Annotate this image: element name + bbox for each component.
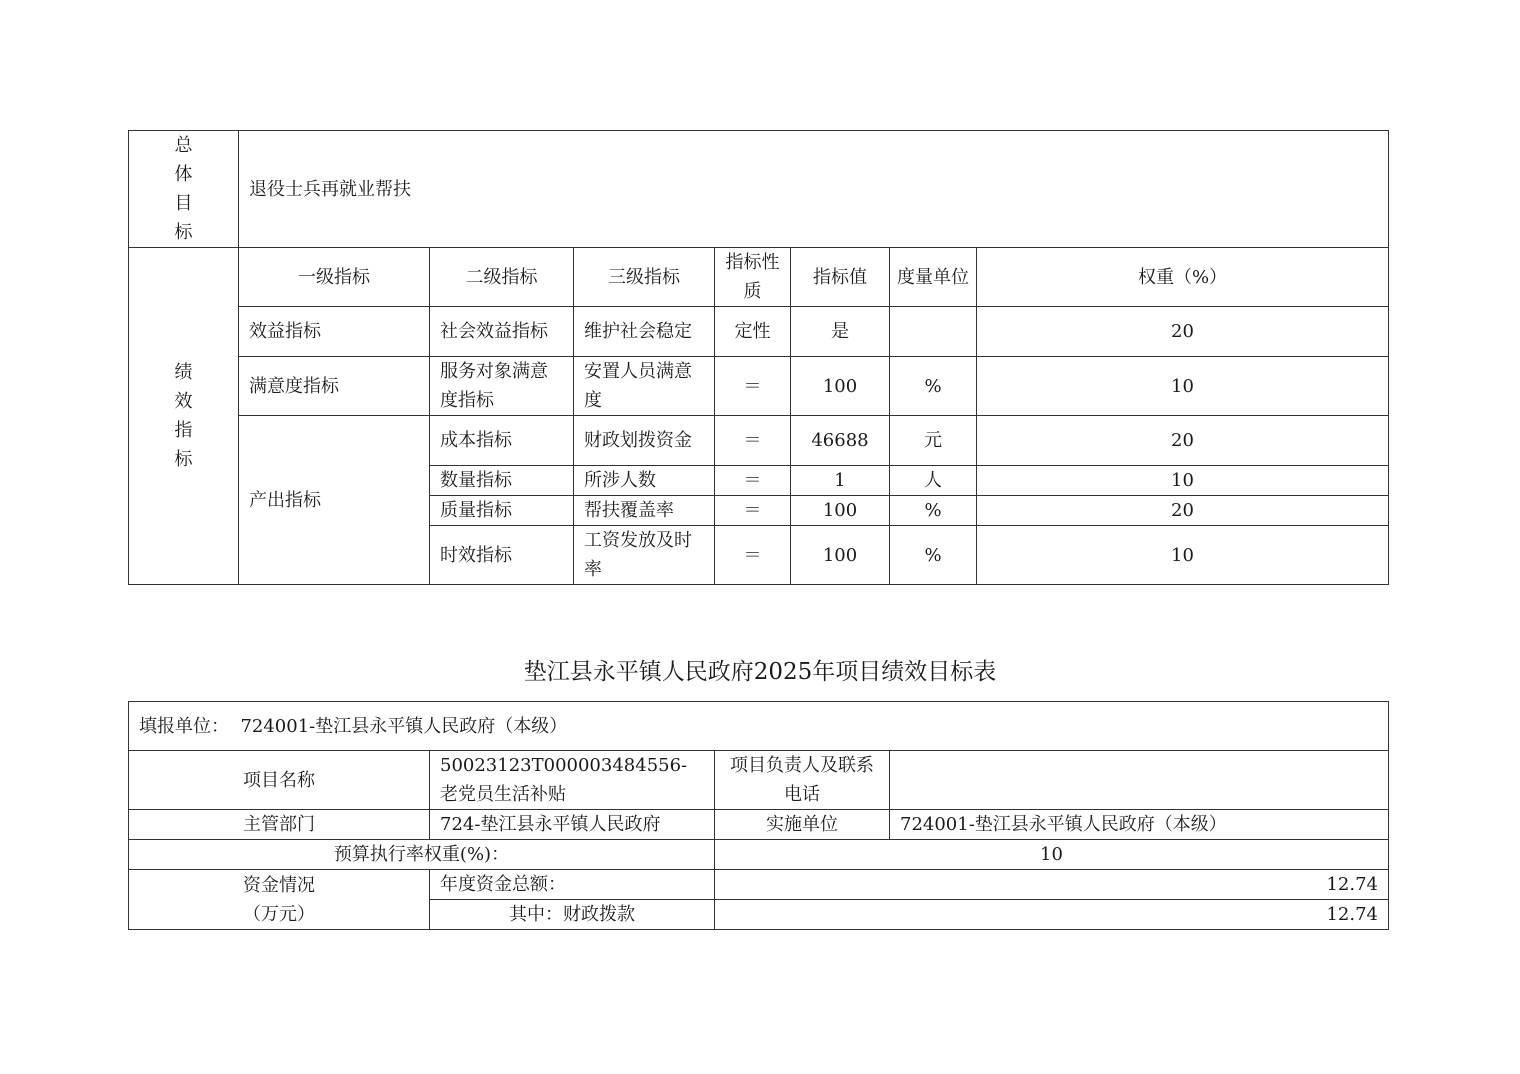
cell-unit: 元	[890, 416, 977, 466]
header-value: 指标值	[791, 248, 890, 307]
cell-weight: 10	[977, 526, 1389, 585]
table-row	[129, 357, 1389, 416]
table-row	[129, 416, 1389, 466]
cell-level2: 社会效益指标	[430, 307, 574, 357]
header-weight: 权重（%）	[977, 248, 1389, 307]
header-level2: 二级指标	[430, 248, 574, 307]
cell-nature: ＝	[715, 496, 791, 526]
performance-indicator-table	[128, 130, 1389, 585]
dept-value: 724-垫江县永平镇人民政府	[430, 810, 715, 840]
cell-weight: 20	[977, 307, 1389, 357]
cell-level3: 工资发放及时率	[574, 526, 715, 585]
fiscal-label: 其中：财政拨款	[430, 900, 715, 930]
annual-total-label: 年度资金总额：	[430, 870, 715, 900]
cell-level3: 维护社会稳定	[574, 307, 715, 357]
cell-nature: 定性	[715, 307, 791, 357]
cell-value: 100	[791, 357, 890, 416]
cell-level3: 安置人员满意度	[574, 357, 715, 416]
cell-unit: %	[890, 496, 977, 526]
table-row	[129, 307, 1389, 357]
cell-value: 1	[791, 466, 890, 496]
cell-level3: 所涉人数	[574, 466, 715, 496]
reporter-unit: 填报单位： 724001-垫江县永平镇人民政府（本级）	[129, 702, 1389, 751]
cell-level2: 数量指标	[430, 466, 574, 496]
cell-level3: 帮扶覆盖率	[574, 496, 715, 526]
fiscal-value: 12.74	[715, 900, 1389, 930]
cell-value: 是	[791, 307, 890, 357]
project-name-value: 50023123T000003484556-老党员生活补贴	[430, 751, 715, 810]
budget-weight-label: 预算执行率权重(%)：	[129, 840, 715, 870]
cell-unit: 人	[890, 466, 977, 496]
impl-label: 实施单位	[715, 810, 890, 840]
cell-value: 46688	[791, 416, 890, 466]
impl-value: 724001-垫江县永平镇人民政府（本级）	[890, 810, 1389, 840]
contact-value	[890, 751, 1389, 810]
overall-goal-text: 退役士兵再就业帮扶	[239, 131, 1389, 248]
budget-weight-value: 10	[715, 840, 1389, 870]
cell-unit: %	[890, 357, 977, 416]
annual-total-value: 12.74	[715, 870, 1389, 900]
cell-weight: 20	[977, 496, 1389, 526]
cell-level1: 效益指标	[239, 307, 430, 357]
cell-weight: 10	[977, 466, 1389, 496]
project-name-label: 项目名称	[129, 751, 430, 810]
header-level3: 三级指标	[574, 248, 715, 307]
cell-level1: 产出指标	[239, 416, 430, 585]
performance-indicator-label: 绩 效 指 标	[129, 248, 239, 585]
cell-nature: ＝	[715, 526, 791, 585]
cell-level2: 质量指标	[430, 496, 574, 526]
overall-goal-label: 总 体 目 标	[129, 131, 239, 248]
cell-unit: %	[890, 526, 977, 585]
header-nature: 指标性质	[715, 248, 791, 307]
contact-label: 项目负责人及联系电话	[715, 751, 890, 810]
cell-level2: 时效指标	[430, 526, 574, 585]
cell-nature: ＝	[715, 416, 791, 466]
cell-unit	[890, 307, 977, 357]
section-title: 垫江县永平镇人民政府2025年项目绩效目标表	[523, 659, 997, 685]
cell-weight: 10	[977, 357, 1389, 416]
cell-nature: ＝	[715, 466, 791, 496]
cell-level2: 成本指标	[430, 416, 574, 466]
cell-value: 100	[791, 496, 890, 526]
cell-level1: 满意度指标	[239, 357, 430, 416]
funds-label: 资金情况 （万元）	[129, 870, 430, 930]
cell-weight: 20	[977, 416, 1389, 466]
cell-level2: 服务对象满意度指标	[430, 357, 574, 416]
header-unit: 度量单位	[890, 248, 977, 307]
cell-value: 100	[791, 526, 890, 585]
dept-label: 主管部门	[129, 810, 430, 840]
cell-nature: ＝	[715, 357, 791, 416]
cell-level3: 财政划拨资金	[574, 416, 715, 466]
header-level1: 一级指标	[239, 248, 430, 307]
project-info-table	[128, 701, 1389, 930]
